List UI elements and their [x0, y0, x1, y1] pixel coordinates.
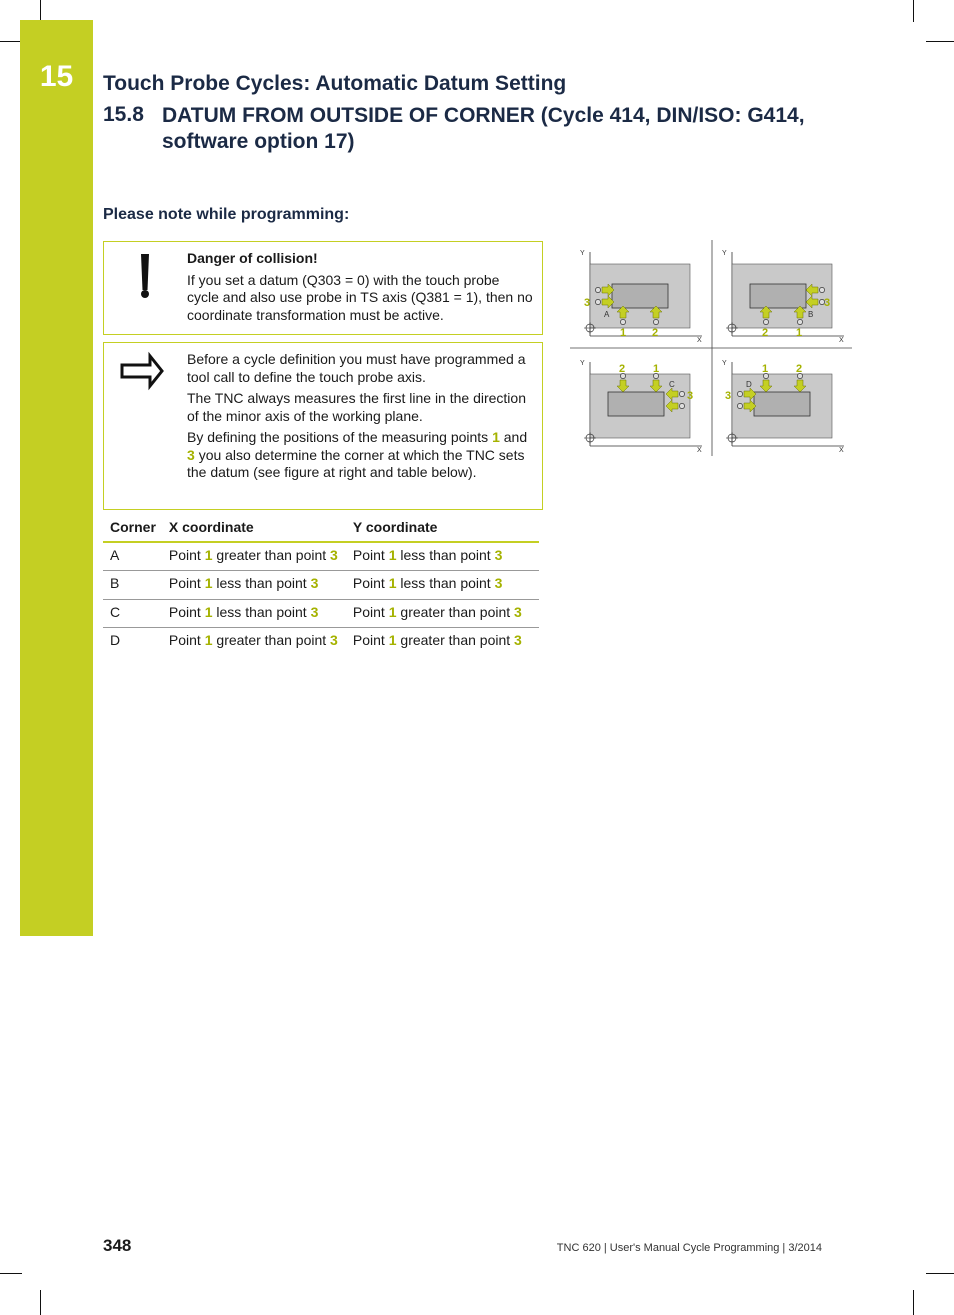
cell-text: Point — [168, 603, 201, 620]
probe-label: 1 — [620, 327, 627, 339]
probe-label: 3 — [687, 390, 694, 402]
y-coordinate-cell — [346, 628, 539, 656]
table-row — [103, 542, 539, 571]
crop-mark — [926, 41, 954, 42]
cell-text: less than point — [400, 546, 491, 563]
table-row — [103, 599, 539, 628]
x-coordinate-cell — [162, 628, 346, 656]
probe-point-icon — [797, 319, 802, 324]
point-number: 1 — [204, 575, 213, 591]
probe-point-icon — [819, 287, 824, 292]
point-number: 3 — [330, 632, 338, 648]
y-axis-label: Y — [722, 360, 727, 367]
corner-figure — [570, 238, 852, 458]
section-title: DATUM FROM OUTSIDE OF CORNER (Cycle 414, DIN/ISO: G414, software option 17) — [162, 104, 805, 153]
corner-cell: B — [103, 571, 162, 600]
point-number: 3 — [310, 603, 319, 620]
point-number: 1 — [388, 575, 397, 591]
crop-mark — [913, 1290, 914, 1315]
cell-text: Point — [352, 575, 385, 591]
cell-text: greater than point — [216, 546, 327, 563]
danger-text: If you set a datum (Q303 = 0) with the touch probe cycle and also use probe in TS axis (Q381 = 1), then no coordinate transformation must be active. — [187, 271, 533, 323]
probe-label: 3 — [725, 390, 732, 402]
point-number: 3 — [330, 546, 338, 563]
info-para-3-part1: By defining the positions of the measuring points — [187, 429, 489, 445]
corner-cell: A — [103, 542, 162, 571]
cell-text: Point — [168, 632, 201, 648]
info-para-3 — [187, 429, 535, 482]
workpiece — [612, 284, 668, 308]
crop-mark — [913, 0, 914, 22]
cell-text: Point — [352, 603, 385, 620]
cell-text: less than point — [400, 575, 491, 591]
info-note — [103, 342, 543, 510]
note-heading: Please note while programming: — [103, 206, 350, 223]
crop-mark — [40, 0, 41, 22]
workpiece — [608, 392, 664, 416]
cell-text: Point — [168, 546, 201, 563]
table-row — [103, 628, 539, 656]
y-coordinate-cell — [346, 571, 539, 600]
probe-point-icon — [679, 403, 684, 408]
header-corner: Corner — [103, 515, 162, 542]
page-number: 348 — [103, 1236, 132, 1255]
corner-cell: D — [110, 632, 121, 648]
y-axis-label: Y — [580, 360, 585, 367]
header-y: Y coordinate — [346, 515, 539, 542]
header-x: X coordinate — [162, 515, 346, 542]
point-number: 1 — [388, 603, 397, 620]
info-para-3-and: and — [503, 429, 528, 445]
crop-mark — [0, 1273, 22, 1274]
point-number: 3 — [494, 546, 503, 563]
probe-point-icon — [763, 319, 768, 324]
corner-label: C — [669, 380, 675, 389]
y-coordinate-cell — [346, 599, 539, 628]
x-coordinate-cell — [162, 542, 346, 571]
corner-label: A — [604, 310, 610, 319]
arrow-right-icon — [104, 343, 186, 509]
cell-text: greater than point — [400, 632, 511, 648]
danger-title: Danger of collision! — [187, 250, 318, 266]
probe-label: 2 — [619, 363, 626, 375]
probe-label: 1 — [653, 363, 660, 375]
point-number: 3 — [514, 632, 522, 648]
probe-point-icon — [620, 319, 625, 324]
x-coordinate-cell — [162, 599, 346, 628]
corner-figure-svg — [570, 238, 852, 458]
point-1-ref: 1 — [492, 429, 500, 445]
point-number: 1 — [204, 632, 213, 648]
probe-point-icon — [595, 287, 600, 292]
point-number: 1 — [388, 546, 397, 563]
workpiece — [750, 284, 806, 308]
chapter-number: 15 — [39, 60, 74, 93]
footer-text: TNC 620 | User's Manual Cycle Programming | 3/2014 — [556, 1242, 822, 1254]
probe-label: 1 — [796, 327, 803, 339]
cell-text: less than point — [216, 575, 307, 591]
corner-label: B — [808, 310, 814, 319]
x-axis-label: X — [697, 337, 702, 344]
point-number: 1 — [388, 632, 397, 648]
point-number: 3 — [310, 575, 319, 591]
chapter-title: Touch Probe Cycles: Automatic Datum Setting — [103, 72, 567, 95]
y-axis-label: Y — [580, 250, 585, 257]
info-para-3-part2: you also determine the corner at which the TNC sets the datum (see figure at right and table below). — [187, 446, 525, 480]
probe-point-icon — [737, 403, 742, 408]
point-number: 3 — [494, 575, 503, 591]
cell-text: Point — [352, 546, 385, 563]
probe-point-icon — [737, 391, 742, 396]
workpiece — [754, 392, 810, 416]
y-coordinate-cell — [346, 542, 539, 571]
x-axis-label: X — [839, 447, 844, 454]
cell-text: Point — [168, 575, 201, 591]
chapter-tab-bar — [20, 20, 93, 936]
section-number: 15.8 — [103, 103, 144, 126]
probe-label: 2 — [762, 327, 769, 339]
corner-label: D — [746, 380, 752, 389]
probe-label: 2 — [652, 327, 659, 339]
y-axis-label: Y — [722, 250, 727, 257]
x-axis-label: X — [839, 337, 844, 344]
warning-exclamation-icon — [104, 242, 186, 334]
cell-text: Point — [352, 632, 385, 648]
table-header-row — [103, 515, 539, 542]
danger-note — [103, 241, 543, 335]
probe-label: 1 — [762, 363, 769, 375]
x-coordinate-cell — [162, 571, 346, 600]
cell-text: greater than point — [400, 603, 511, 620]
corner-table — [103, 515, 539, 656]
point-number: 3 — [514, 603, 522, 620]
probe-label: 2 — [796, 363, 803, 375]
probe-label: 3 — [584, 297, 591, 309]
crop-mark — [40, 1290, 41, 1315]
cell-text: less than point — [216, 603, 307, 620]
crop-mark — [0, 41, 22, 42]
probe-point-icon — [679, 391, 684, 396]
cell-text: greater than point — [216, 632, 327, 648]
point-number: 1 — [204, 603, 213, 620]
info-para-1: Before a cycle definition you must have programmed a tool call to define the touch probe axis. — [187, 351, 526, 385]
probe-point-icon — [595, 299, 600, 304]
point-number: 1 — [204, 546, 213, 563]
crop-mark — [926, 1273, 954, 1274]
probe-point-icon — [653, 319, 658, 324]
point-3-ref: 3 — [187, 446, 195, 463]
info-para-2: The TNC always measures the first line in the direction of the minor axis of the working plane. — [187, 390, 526, 424]
corner-cell: C — [103, 599, 162, 628]
probe-label: 3 — [824, 297, 831, 309]
table-row — [103, 571, 539, 600]
x-axis-label: X — [697, 447, 702, 454]
